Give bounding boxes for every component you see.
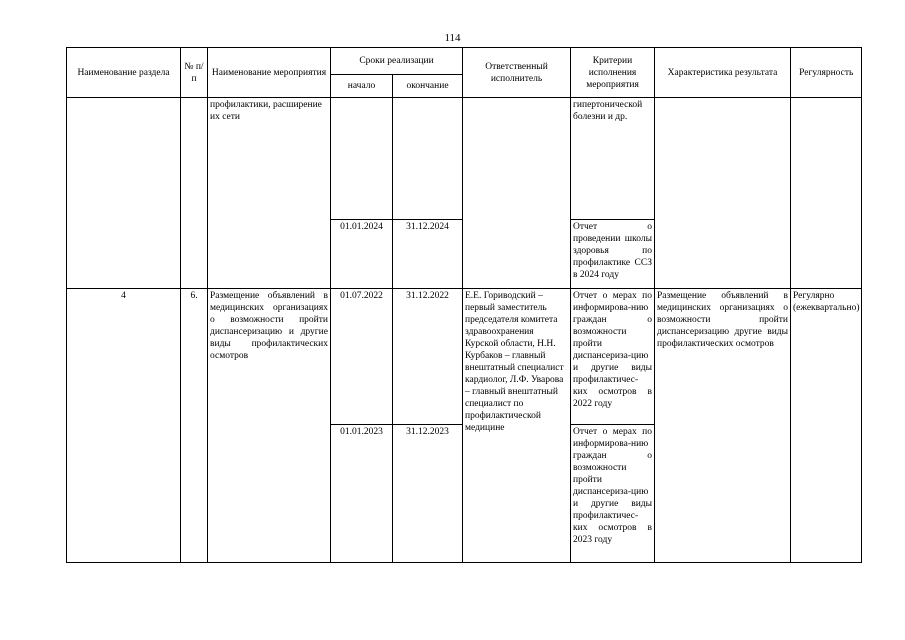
cell-criteria: Отчет о проведении школы здоровья по профилактике ССЗ в 2024 году <box>571 220 655 289</box>
header-criteria: Критерии исполнения мероприятия <box>571 48 655 98</box>
plan-table <box>66 47 862 563</box>
cell-num: 6. <box>181 289 208 563</box>
cell-end: 31.12.2022 <box>393 289 463 425</box>
header-terms: Сроки реализации <box>331 48 463 75</box>
cell-activity: Размещение объявлений в медицинских организациях о возможности пройти диспансеризацию и другие виды профилактических осмотров <box>208 289 331 563</box>
cell-responsible: Е.Е. Гориводский – первый заместитель председателя комитета здравоохранения Курской области, Н.Н. Курбаков – главный внештатный специалист кардиолог, Л.Ф. Уварова – главный внештатный специалист по профилактической медицине <box>463 289 571 563</box>
header-section: Наименование раздела <box>67 48 181 98</box>
page-number: 114 <box>444 32 461 44</box>
header-end: окончание <box>393 75 463 98</box>
cell-criteria: Отчет о мерах по информирова-нию граждан о возможности пройти диспансериза-цию и другие виды профилактичес-ких осмотров в 2022 году <box>571 289 655 425</box>
cell-start: 01.01.2023 <box>331 425 393 563</box>
header-regularity: Регулярность <box>791 48 862 98</box>
cell-num <box>181 98 208 289</box>
cell-section <box>67 98 181 289</box>
cell-result <box>655 98 791 289</box>
cell-start: 01.07.2022 <box>331 289 393 425</box>
cell-end: 31.12.2023 <box>393 425 463 563</box>
cell-end <box>393 98 463 220</box>
header-responsible: Ответственный исполнитель <box>463 48 571 98</box>
header-result: Характеристика результата <box>655 48 791 98</box>
cell-end: 31.12.2024 <box>393 220 463 289</box>
cell-result: Размещение объявлений в медицинских организациях о возможности пройти диспансеризацию другие виды профилактических осмотров <box>655 289 791 563</box>
cell-section: 4 <box>67 289 181 563</box>
cell-start <box>331 98 393 220</box>
cell-start: 01.01.2024 <box>331 220 393 289</box>
table-row <box>67 289 862 425</box>
header-activity: Наименование мероприятия <box>208 48 331 98</box>
cell-criteria: Отчет о мерах по информирова-нию граждан о возможности пройти диспансериза-цию и другие виды профилактичес-ких осмотров в 2023 году <box>571 425 655 563</box>
table-row <box>67 98 862 220</box>
cell-criteria: гипертонической болезни и др. <box>571 98 655 220</box>
header-num: № п/п <box>181 48 208 98</box>
header-start: начало <box>331 75 393 98</box>
cell-activity: профилактики, расширение их сети <box>208 98 331 289</box>
cell-regularity <box>791 98 862 289</box>
cell-regularity: Регулярно (ежеквартально) <box>791 289 862 563</box>
cell-responsible <box>463 98 571 289</box>
